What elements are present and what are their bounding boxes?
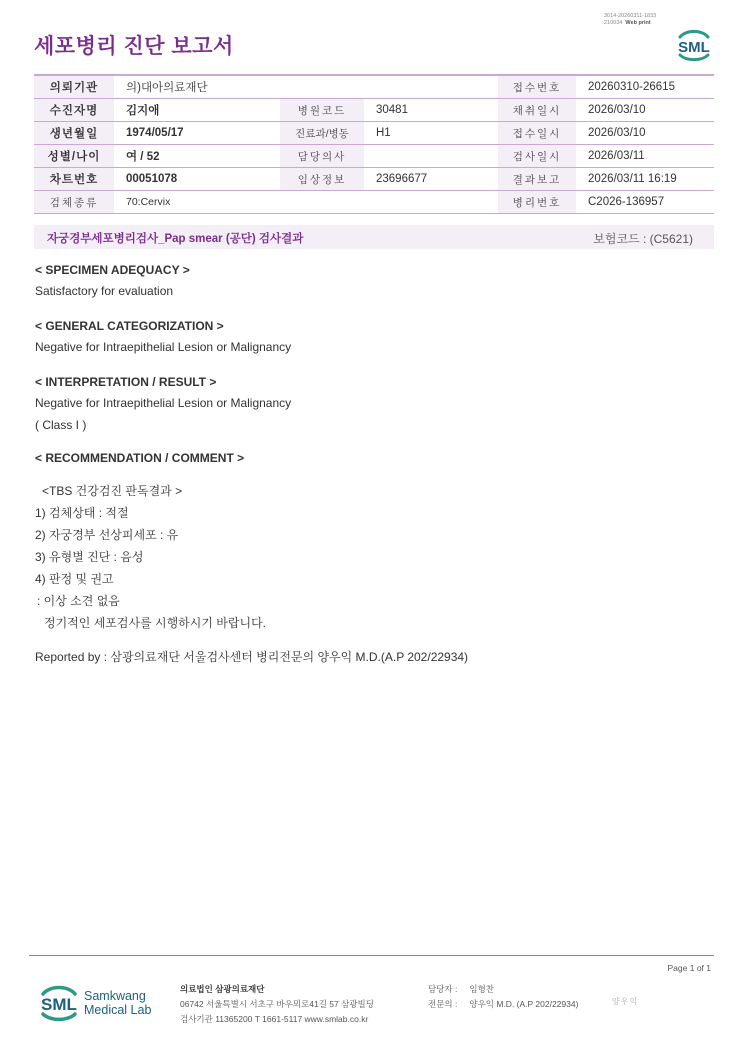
exam-title-bar — [34, 225, 714, 249]
table-row — [34, 99, 714, 122]
footer-divider — [29, 955, 714, 956]
patient-info-table — [34, 74, 714, 214]
categorization-text: Negative for Intraepithelial Lesion or Malignancy — [35, 340, 292, 354]
value-attending-doctor — [364, 145, 498, 168]
interpretation-text: Negative for Intraepithelial Lesion or Malignancy — [35, 396, 292, 410]
label-chart-number: 차트번호 — [34, 168, 114, 191]
label-hospital-code: 병원코드 — [280, 99, 364, 122]
label-received-date: 접수일시 — [498, 122, 576, 145]
footer-logo-text: SML — [41, 995, 77, 1014]
section-heading-interpretation: < INTERPRETATION / RESULT > — [35, 375, 217, 389]
value-pathology-number: C2026-136957 — [576, 191, 714, 214]
specialist-value: 양우익 M.D. (A.P 202/22934) — [469, 999, 579, 1009]
organization-name: 의료법인 삼광의료재단 — [180, 984, 265, 994]
table-row — [34, 168, 714, 191]
value-department-ward: H1 — [364, 122, 498, 145]
organization-info — [180, 982, 374, 1027]
list-item: 2) 자궁경부 선상피세포 : 유 — [35, 528, 179, 542]
brand-line2: Medical Lab — [84, 1003, 152, 1017]
value-exam-date: 2026/03/11 — [576, 145, 714, 168]
exam-title: 자궁경부세포병리검사_Pap smear (공단) 검사결과 — [47, 233, 304, 245]
staff-key: 담당자 : — [428, 984, 458, 994]
adequacy-text: Satisfactory for evaluation — [35, 284, 174, 298]
label-clinical-info: 임상정보 — [280, 168, 364, 191]
staff-value: 임형찬 — [469, 984, 495, 994]
tbs-heading: <TBS 건강검진 판독결과 > — [42, 484, 183, 498]
class-text: ( Class I ) — [35, 418, 87, 432]
value-requesting-institution: 의)대아의료재단 — [114, 75, 498, 99]
print-meta — [604, 13, 656, 27]
logo-text: SML — [678, 39, 710, 56]
value-patient-name: 김지애 — [114, 99, 280, 122]
value-collection-date: 2026/03/10 — [576, 99, 714, 122]
brand-name — [84, 989, 151, 1017]
label-specimen-type: 검체종류 — [34, 191, 114, 214]
label-requesting-institution: 의뢰기관 — [34, 75, 114, 99]
advice-text: 정기적인 세포검사를 시행하시기 바랍니다. — [44, 616, 266, 630]
sml-footer-logo — [36, 980, 82, 1026]
value-result-report: 2026/03/11 16:19 — [576, 168, 714, 191]
label-collection-date: 채취일시 — [498, 99, 576, 122]
value-hospital-code: 30481 — [364, 99, 498, 122]
report-body — [35, 260, 695, 668]
print-id-line1: 3014-20260311-1833 — [604, 13, 657, 19]
organization-contact: 검사기관 11365200 T 1661-5117 www.smlab.co.kr — [180, 1014, 369, 1024]
list-item: 1) 검체상태 : 적절 — [35, 506, 129, 520]
value-clinical-info: 23696677 — [364, 168, 498, 191]
reported-by: Reported by : 삼광의료재단 서울검사센터 병리전문의 양우익 M.D.(A.P 202/22934) — [35, 650, 469, 664]
staff-row — [428, 982, 578, 997]
value-sex-age: 여 / 52 — [114, 145, 280, 168]
label-pathology-number: 병리번호 — [498, 191, 576, 214]
page-number: Page 1 of 1 — [667, 963, 711, 973]
table-row — [34, 145, 714, 168]
label-result-report: 결과보고 — [498, 168, 576, 191]
label-birth-date: 생년월일 — [34, 122, 114, 145]
signature: 양우익 — [612, 997, 639, 1006]
page-title: 세포병리 진단 보고서 — [34, 35, 234, 58]
section-heading-categorization: < GENERAL CATEGORIZATION > — [35, 319, 224, 333]
value-birth-date: 1974/05/17 — [114, 122, 280, 145]
section-heading-adequacy: < SPECIMEN ADEQUACY > — [35, 263, 190, 277]
brand-line1: Samkwang — [84, 989, 146, 1003]
print-id-line2: 210034 Web print — [604, 20, 651, 26]
specialist-key: 전문의 : — [428, 999, 458, 1009]
list-item: 4) 판정 및 권고 — [35, 572, 114, 586]
label-accession-number: 접수번호 — [498, 75, 576, 99]
sml-logo — [674, 26, 714, 64]
table-row — [34, 75, 714, 99]
organization-address: 06742 서울특별시 서초구 바우뫼로41길 57 삼광빌딩 — [180, 999, 374, 1009]
value-chart-number: 00051078 — [114, 168, 280, 191]
section-heading-recommendation: < RECOMMENDATION / COMMENT > — [35, 451, 245, 465]
value-received-date: 2026/03/10 — [576, 122, 714, 145]
label-department-ward: 진료과/병동 — [280, 122, 364, 145]
staff-info — [428, 982, 578, 1012]
table-row — [34, 122, 714, 145]
table-row — [34, 191, 714, 214]
web-print-label: Web print — [625, 20, 651, 26]
value-specimen-type: 70:Cervix — [114, 191, 498, 214]
label-exam-date: 검사일시 — [498, 145, 576, 168]
specialist-row — [428, 997, 578, 1012]
label-attending-doctor: 담당의사 — [280, 145, 364, 168]
label-sex-age: 성별/나이 — [34, 145, 114, 168]
finding-text: : 이상 소견 없음 — [37, 594, 120, 608]
value-accession-number: 20260310-26615 — [576, 75, 714, 99]
insurance-code: 보험코드 : (C5621) — [593, 232, 693, 246]
label-patient-name: 수진자명 — [34, 99, 114, 122]
list-item: 3) 유형별 진단 : 음성 — [35, 550, 144, 564]
